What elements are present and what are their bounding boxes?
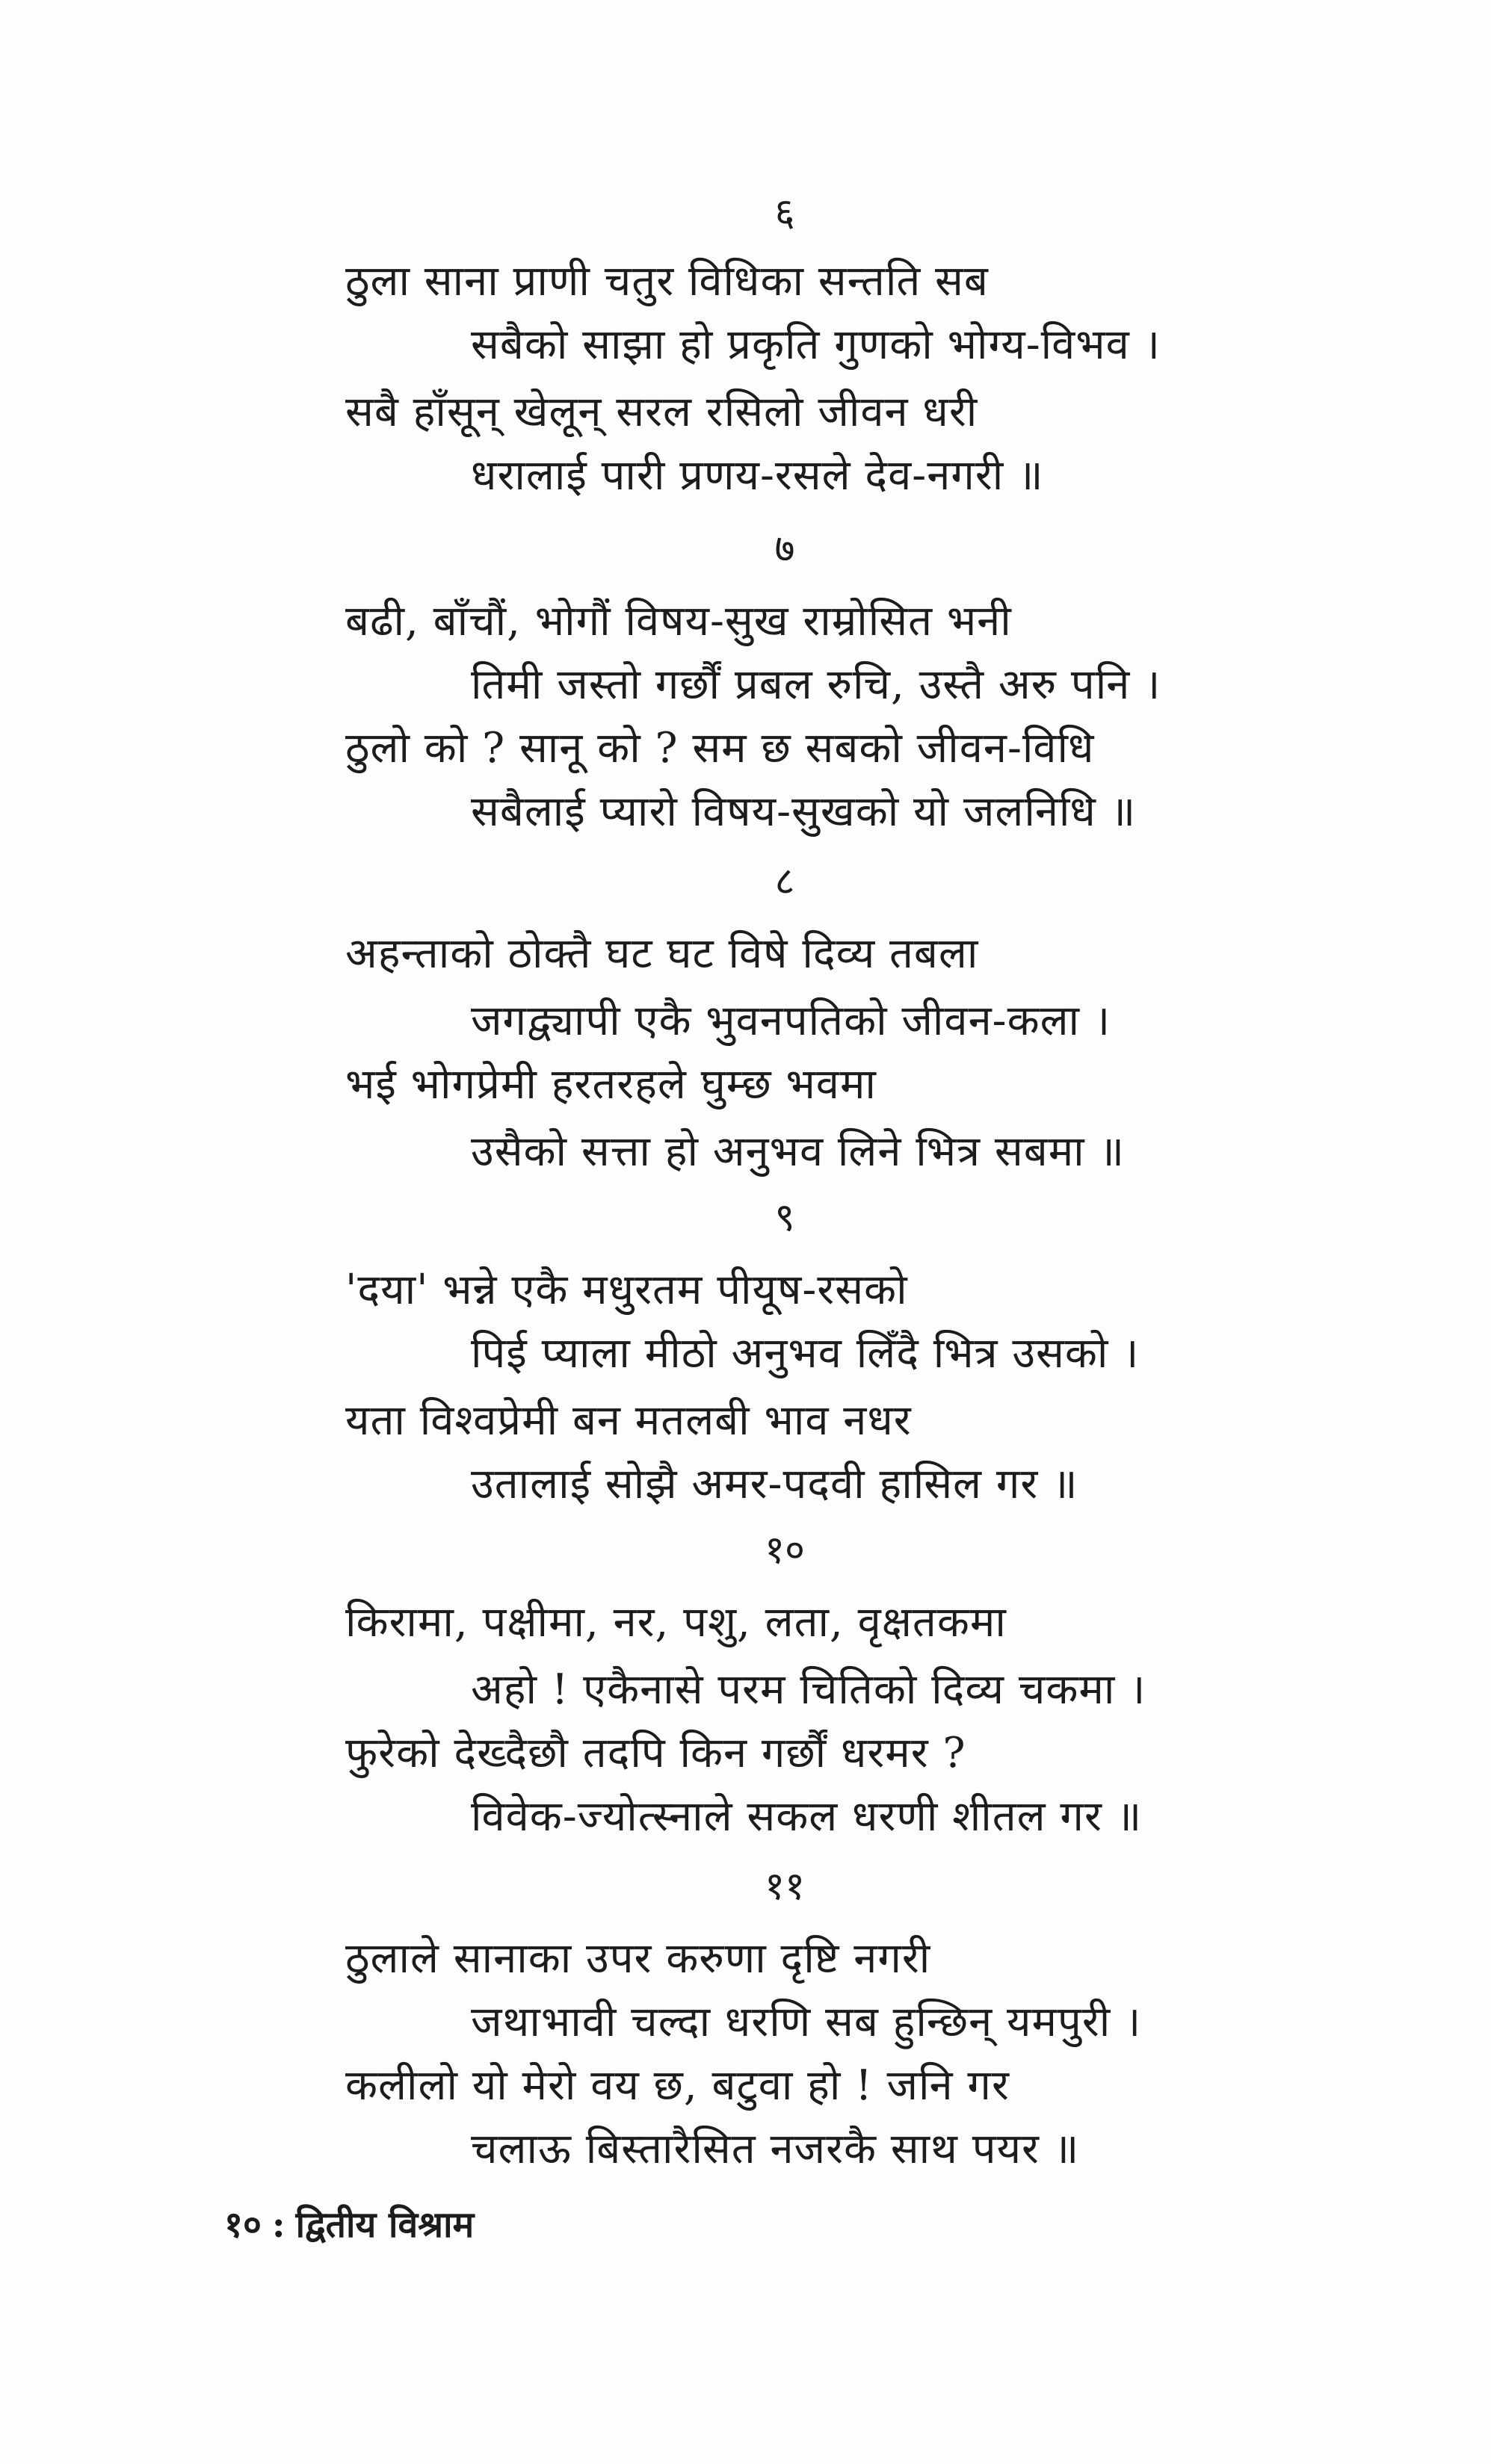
verse-line: सबैलाई प्यारो विषय-सुखको यो जलनिधि ॥ xyxy=(471,787,1137,836)
verse-line: यता विश्वप्रेमी बन मतलबी भाव नधर xyxy=(345,1396,912,1445)
page-number: १० xyxy=(224,2204,262,2246)
verse-line: कलीलो यो मेरो वय छ, बटुवा हो ! जनि गर xyxy=(345,2061,1010,2110)
verse-line: ठुला साना प्राणी चतुर विधिका सन्तति सब xyxy=(345,257,989,306)
verse-line: जगद्व्यापी एकै भुवनपतिको जीवन-कला । xyxy=(471,997,1111,1045)
verse-line: विवेक-ज्योत्स्नाले सकल धरणी शीतल गर ॥ xyxy=(471,1792,1143,1841)
verse-line: भई भोगप्रेमी हरतरहले घुम्छ भवमा xyxy=(345,1060,877,1109)
verse-number: ७ xyxy=(774,527,795,572)
verse-number: ८ xyxy=(774,859,795,904)
verse-line: फुरेको देख्दैछौ तदपि किन गर्छौं धरमर ? xyxy=(345,1729,966,1777)
verse-line: तिमी जस्तो गर्छौं प्रबल रुचि, उस्तै अरु पनि । xyxy=(471,660,1161,709)
verse-line: अहन्ताको ठोक्तै घट घट विषे दिव्य तबला xyxy=(345,929,979,978)
verse-line: सबैको साझा हो प्रकृति गुणको भोग्य-विभव । xyxy=(471,321,1161,369)
verse-line: उसैको सत्ता हो अनुभव लिने भित्र सबमा ॥ xyxy=(471,1127,1126,1176)
verse-line: सबै हाँसून् खेलून् सरल रसिलो जीवन धरी xyxy=(345,388,978,436)
verse-line: बढी, बाँचौं, भोगौं विषय-सुख राम्रोसित भनी xyxy=(345,597,1012,646)
verse-line: अहो ! एकैनासे परम चितिको दिव्य चकमा । xyxy=(471,1665,1146,1714)
page-footer xyxy=(224,2204,474,2246)
verse-line: जथाभावी चल्दा धरणि सब हुन्छिन् यमपुरी । xyxy=(471,1998,1142,2046)
verse-line: धरालाई पारी प्रणय-रसले देव-नगरी ॥ xyxy=(471,451,1044,500)
verse-line: ठुलाले सानाका उपर करुणा दृष्टि नगरी xyxy=(345,1934,931,1983)
verse-number: ६ xyxy=(774,191,795,235)
verse-line: चलाऊ बिस्तारैसित नजरकै साथ पयर ॥ xyxy=(471,2125,1080,2173)
verse-number: १० xyxy=(764,1528,806,1573)
verse-number: ९ xyxy=(774,1195,795,1240)
verse-line: पिई प्याला मीठो अनुभव लिँदै भित्र उसको । xyxy=(471,1329,1140,1378)
verse-line: 'दया' भन्ने एकै मधुरतम पीयूष-रसको xyxy=(345,1266,908,1314)
section-title: द्वितीय विश्राम xyxy=(295,2204,475,2246)
verse-line: ठुलो को ? सानू को ? सम छ सबको जीवन-विधि xyxy=(345,724,1095,773)
verse-line: उतालाई सोझै अमर-पदवी हासिल गर ॥ xyxy=(471,1460,1078,1508)
verse-number: ११ xyxy=(764,1864,806,1909)
footer-separator: : xyxy=(271,2204,285,2246)
verse-line: किरामा, पक्षीमा, नर, पशु, लता, वृक्षतकमा xyxy=(345,1598,1007,1647)
